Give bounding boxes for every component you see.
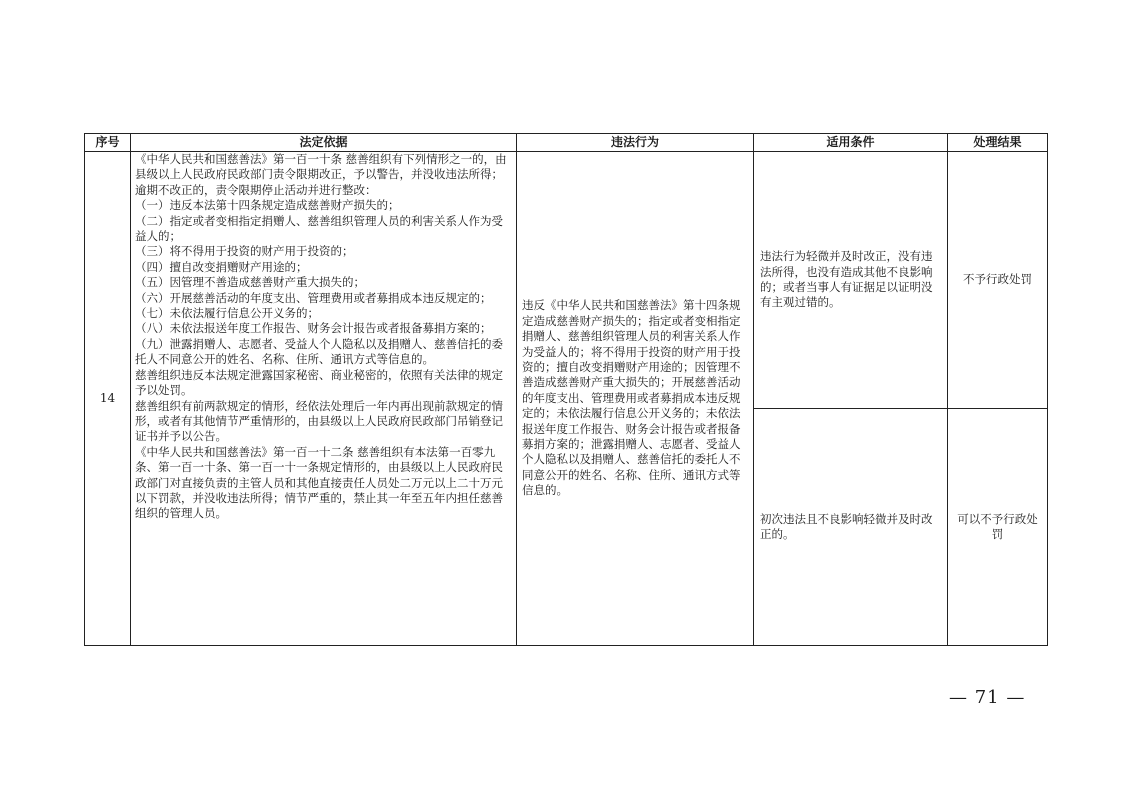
condition-cell: 违法行为轻微并及时改正，没有违法所得，也没有造成其他不良影响的；或者当事人有证据足以证明没有主观过错的。: [754, 152, 948, 409]
table-row: [85, 152, 1048, 409]
basis-item: （一）违反本法第十四条规定造成慈善财产损失的；: [135, 198, 400, 213]
basis-paragraph: 慈善组织违反本法规定泄露国家秘密、商业秘密的，依照有关法律的规定予以处罚。: [135, 367, 503, 398]
basis-item: （五）因管理不善造成慈善财产重大损失的；: [135, 275, 365, 290]
basis-paragraph: 慈善组织有前两款规定的情形，经依法处理后一年内再出现前款规定的情形，或者有其他情节严重情形的，由县级以上人民政府民政部门吊销登记证书并予以公告。: [135, 398, 503, 444]
basis-paragraph: 《中华人民共和国慈善法》第一百一十条 慈善组织有下列情形之一的，由县级以上人民政府民政部门责令限期改正，予以警告，并没收违法所得；逾期不改正的，责令限期停止活动并进行整改：: [135, 152, 507, 197]
condition-cell: 初次违法且不良影响轻微并及时改正的。: [754, 409, 948, 646]
header-seq: 序号: [85, 134, 131, 152]
basis-item: （七）未依法履行信息公开义务的；: [135, 306, 319, 321]
legal-basis-cell: [131, 152, 517, 646]
table-header-row: [85, 134, 1048, 152]
row-seq: 14: [85, 152, 131, 646]
basis-item: （六）开展慈善活动的年度支出、管理费用或者募捐成本违反规定的；: [135, 290, 492, 305]
basis-item: （二）指定或者变相指定捐赠人、慈善组织管理人员的利害关系人作为受益人的；: [135, 213, 503, 244]
header-condition: 适用条件: [754, 134, 948, 152]
result-cell: 不予行政处罚: [948, 152, 1048, 409]
header-legal-basis: 法定依据: [131, 134, 517, 152]
basis-item: （九）泄露捐赠人、志愿者、受益人个人隐私以及捐赠人、慈善信托的委托人不同意公开的姓名、名称、住所、通讯方式等信息的。: [135, 336, 503, 367]
violation-cell: 违反《中华人民共和国慈善法》第十四条规定造成慈善财产损失的；指定或者变相指定捐赠人、慈善组织管理人员的利害关系人作为受益人的；将不得用于投资的财产用于投资的；擅自改变捐赠财产用途的；因管理不善造成慈善财产重大损失的；开展慈善活动的年度支出、管理费用或者募捐成本违反规定的；未依法履行信息公开义务的；未依法报送年度工作报告、财务会计报告或者报备募捐方案的；泄露捐赠人、志愿者、受益人个人隐私以及捐赠人、慈善信托的委托人不同意公开的姓名、名称、住所、通讯方式等信息的。: [517, 152, 754, 646]
result-cell: 可以不予行政处罚: [948, 409, 1048, 646]
basis-paragraph: 《中华人民共和国慈善法》第一百一十二条 慈善组织有本法第一百零九条、第一百一十条、第一百一十一条规定情形的，由县级以上人民政府民政部门对直接负责的主管人员和其他直接责任人员处二万元以上二十万元以下罚款，并没收违法所得；情节严重的，禁止其一年至五年内担任慈善组织的管理人员。: [135, 444, 503, 521]
basis-item: （八）未依法报送年度工作报告、财务会计报告或者报备募捐方案的；: [135, 321, 492, 336]
header-violation: 违法行为: [517, 134, 754, 152]
header-result: 处理结果: [948, 134, 1048, 152]
basis-item: （四）擅自改变捐赠财产用途的；: [135, 259, 308, 274]
basis-item: （三）将不得用于投资的财产用于投资的；: [135, 244, 354, 259]
penalty-table: [84, 133, 1048, 646]
page-number: — 71 —: [949, 687, 1026, 708]
